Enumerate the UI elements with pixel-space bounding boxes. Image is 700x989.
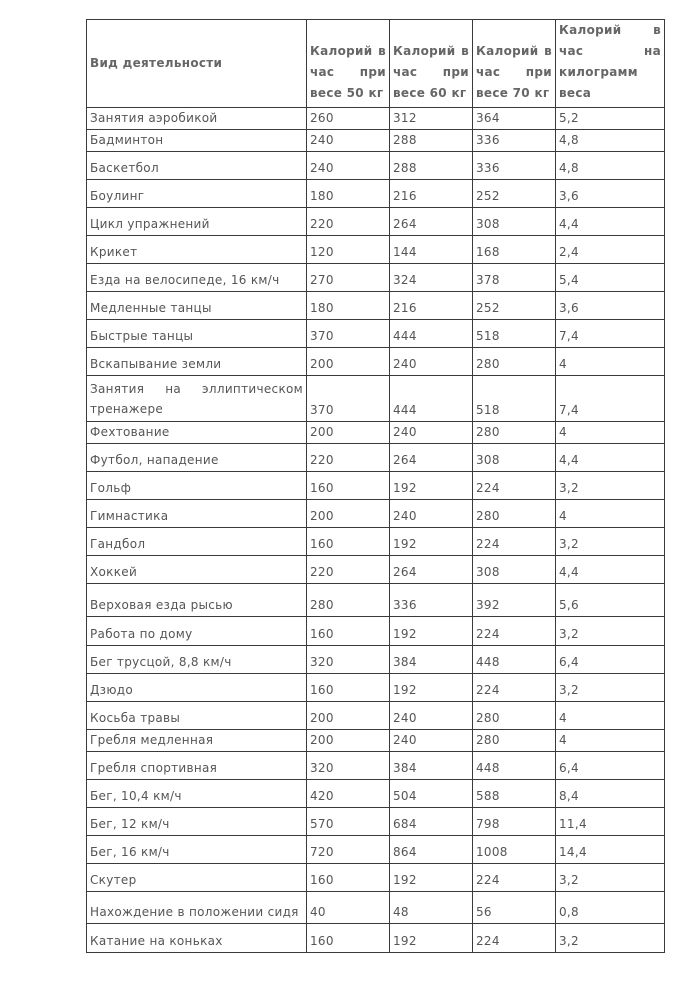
- calories-per-kg-cell: 5,6: [556, 584, 665, 617]
- table-row: [87, 646, 665, 674]
- calories-50kg-cell: 160: [307, 924, 390, 953]
- calories-50kg-cell: 200: [307, 422, 390, 444]
- table-row: [87, 617, 665, 646]
- calories-70kg-cell: 280: [473, 500, 556, 528]
- calories-50kg-cell: 240: [307, 152, 390, 180]
- activity-cell: Бег, 12 км/ч: [87, 808, 307, 836]
- calories-50kg-cell: 200: [307, 500, 390, 528]
- calories-per-kg-cell: 7,4: [556, 320, 665, 348]
- calories-70kg-cell: 448: [473, 752, 556, 780]
- header-activity: Вид деятельности: [87, 20, 307, 108]
- calories-50kg-cell: 160: [307, 472, 390, 500]
- calories-70kg-cell: 280: [473, 422, 556, 444]
- table-row: [87, 836, 665, 864]
- calories-per-kg-cell: 6,4: [556, 646, 665, 674]
- calories-70kg-cell: 308: [473, 208, 556, 236]
- calories-per-kg-cell: 4: [556, 348, 665, 376]
- activity-cell: Бег, 10,4 км/ч: [87, 780, 307, 808]
- calories-60kg-cell: 312: [390, 108, 473, 130]
- header-calories-per-kg: Калорий в час на килограмм веса: [556, 20, 665, 108]
- calories-50kg-cell: 320: [307, 752, 390, 780]
- calories-50kg-cell: 120: [307, 236, 390, 264]
- calories-50kg-cell: 220: [307, 556, 390, 584]
- calories-50kg-cell: 370: [307, 376, 390, 422]
- table-header-row: [87, 20, 665, 108]
- calories-70kg-cell: 280: [473, 348, 556, 376]
- calories-60kg-cell: 240: [390, 348, 473, 376]
- calories-70kg-cell: 336: [473, 130, 556, 152]
- table-row: [87, 208, 665, 236]
- calories-per-kg-cell: 3,2: [556, 674, 665, 702]
- calories-per-kg-cell: 3,2: [556, 617, 665, 646]
- calories-70kg-cell: 224: [473, 528, 556, 556]
- activity-cell: Езда на велосипеде, 16 км/ч: [87, 264, 307, 292]
- calories-50kg-cell: 180: [307, 292, 390, 320]
- activity-cell: Фехтование: [87, 422, 307, 444]
- calories-60kg-cell: 192: [390, 617, 473, 646]
- activity-cell: Бадминтон: [87, 130, 307, 152]
- calories-70kg-cell: 224: [473, 924, 556, 953]
- calories-per-kg-cell: 3,6: [556, 292, 665, 320]
- activity-cell: Крикет: [87, 236, 307, 264]
- table-row: [87, 422, 665, 444]
- calories-50kg-cell: 220: [307, 208, 390, 236]
- calories-60kg-cell: 684: [390, 808, 473, 836]
- calories-60kg-cell: 384: [390, 646, 473, 674]
- calories-60kg-cell: 504: [390, 780, 473, 808]
- calories-60kg-cell: 192: [390, 472, 473, 500]
- calories-50kg-cell: 260: [307, 108, 390, 130]
- calories-per-kg-cell: 3,2: [556, 528, 665, 556]
- calories-per-kg-cell: 4,8: [556, 152, 665, 180]
- activity-cell: Гольф: [87, 472, 307, 500]
- calories-per-kg-cell: 5,4: [556, 264, 665, 292]
- calories-per-kg-cell: 0,8: [556, 892, 665, 924]
- header-calories-70kg: Калорий в час при весе 70 кг: [473, 20, 556, 108]
- calorie-table: [86, 19, 665, 953]
- calories-per-kg-cell: 4: [556, 702, 665, 730]
- calories-50kg-cell: 200: [307, 730, 390, 752]
- calories-60kg-cell: 192: [390, 674, 473, 702]
- calories-60kg-cell: 240: [390, 702, 473, 730]
- calories-70kg-cell: 224: [473, 674, 556, 702]
- calories-70kg-cell: 1008: [473, 836, 556, 864]
- calories-70kg-cell: 224: [473, 864, 556, 892]
- calories-70kg-cell: 280: [473, 730, 556, 752]
- calories-per-kg-cell: 7,4: [556, 376, 665, 422]
- calories-50kg-cell: 200: [307, 702, 390, 730]
- calories-per-kg-cell: 4,4: [556, 208, 665, 236]
- calories-70kg-cell: 588: [473, 780, 556, 808]
- calories-per-kg-cell: 11,4: [556, 808, 665, 836]
- table-row: [87, 444, 665, 472]
- activity-cell: Бег, 16 км/ч: [87, 836, 307, 864]
- calories-60kg-cell: 216: [390, 180, 473, 208]
- calories-50kg-cell: 40: [307, 892, 390, 924]
- calories-70kg-cell: 336: [473, 152, 556, 180]
- calories-70kg-cell: 224: [473, 472, 556, 500]
- calories-50kg-cell: 160: [307, 528, 390, 556]
- activity-cell: Гребля медленная: [87, 730, 307, 752]
- activity-cell: Хоккей: [87, 556, 307, 584]
- calories-per-kg-cell: 6,4: [556, 752, 665, 780]
- activity-cell: Косьба травы: [87, 702, 307, 730]
- activity-cell: Цикл упражнений: [87, 208, 307, 236]
- calories-70kg-cell: 518: [473, 376, 556, 422]
- calories-70kg-cell: 392: [473, 584, 556, 617]
- activity-cell: Гандбол: [87, 528, 307, 556]
- calories-60kg-cell: 264: [390, 556, 473, 584]
- calories-60kg-cell: 144: [390, 236, 473, 264]
- calories-60kg-cell: 288: [390, 130, 473, 152]
- calories-50kg-cell: 160: [307, 617, 390, 646]
- calories-50kg-cell: 320: [307, 646, 390, 674]
- calories-60kg-cell: 240: [390, 730, 473, 752]
- calories-60kg-cell: 48: [390, 892, 473, 924]
- table-row: [87, 152, 665, 180]
- calories-70kg-cell: 378: [473, 264, 556, 292]
- table-row: [87, 702, 665, 730]
- table-row: [87, 864, 665, 892]
- activity-cell: Работа по дому: [87, 617, 307, 646]
- header-calories-50kg: Калорий в час при весе 50 кг: [307, 20, 390, 108]
- calories-per-kg-cell: 3,2: [556, 864, 665, 892]
- calories-60kg-cell: 384: [390, 752, 473, 780]
- table-row: [87, 500, 665, 528]
- table-row: [87, 236, 665, 264]
- calories-70kg-cell: 56: [473, 892, 556, 924]
- calories-50kg-cell: 180: [307, 180, 390, 208]
- calories-50kg-cell: 220: [307, 444, 390, 472]
- table-row: [87, 924, 665, 953]
- table-row: [87, 892, 665, 924]
- activity-cell: Гимнастика: [87, 500, 307, 528]
- calories-50kg-cell: 280: [307, 584, 390, 617]
- calories-per-kg-cell: 4: [556, 422, 665, 444]
- activity-cell: Футбол, нападение: [87, 444, 307, 472]
- activity-cell: Медленные танцы: [87, 292, 307, 320]
- calories-60kg-cell: 240: [390, 500, 473, 528]
- table-row: [87, 584, 665, 617]
- calories-60kg-cell: 240: [390, 422, 473, 444]
- calories-per-kg-cell: 4,4: [556, 444, 665, 472]
- calories-60kg-cell: 864: [390, 836, 473, 864]
- calories-per-kg-cell: 3,6: [556, 180, 665, 208]
- table-row: [87, 108, 665, 130]
- table-row: [87, 528, 665, 556]
- header-calories-60kg: Калорий в час при весе 60 кг: [390, 20, 473, 108]
- calories-60kg-cell: 324: [390, 264, 473, 292]
- calories-60kg-cell: 192: [390, 864, 473, 892]
- activity-cell: Баскетбол: [87, 152, 307, 180]
- table-row: [87, 780, 665, 808]
- activity-cell: Бег трусцой, 8,8 км/ч: [87, 646, 307, 674]
- table-row: [87, 264, 665, 292]
- table-row: [87, 674, 665, 702]
- calories-50kg-cell: 160: [307, 864, 390, 892]
- activity-cell: Быстрые танцы: [87, 320, 307, 348]
- calories-per-kg-cell: 3,2: [556, 472, 665, 500]
- calories-70kg-cell: 308: [473, 444, 556, 472]
- calories-60kg-cell: 216: [390, 292, 473, 320]
- calories-60kg-cell: 192: [390, 528, 473, 556]
- calories-50kg-cell: 370: [307, 320, 390, 348]
- calories-50kg-cell: 420: [307, 780, 390, 808]
- activity-cell: Верховая езда рысью: [87, 584, 307, 617]
- calories-70kg-cell: 798: [473, 808, 556, 836]
- activity-cell: Занятия на эллиптическом тренажере: [87, 376, 307, 422]
- calories-70kg-cell: 168: [473, 236, 556, 264]
- table-body: [87, 108, 665, 953]
- calories-per-kg-cell: 4: [556, 500, 665, 528]
- calories-70kg-cell: 308: [473, 556, 556, 584]
- calories-per-kg-cell: 3,2: [556, 924, 665, 953]
- calories-70kg-cell: 364: [473, 108, 556, 130]
- calories-60kg-cell: 288: [390, 152, 473, 180]
- table-row: [87, 292, 665, 320]
- calories-per-kg-cell: 2,4: [556, 236, 665, 264]
- calories-60kg-cell: 444: [390, 376, 473, 422]
- calories-60kg-cell: 444: [390, 320, 473, 348]
- table-row: [87, 376, 665, 422]
- activity-cell: Боулинг: [87, 180, 307, 208]
- calories-70kg-cell: 224: [473, 617, 556, 646]
- calories-per-kg-cell: 4: [556, 730, 665, 752]
- calories-50kg-cell: 570: [307, 808, 390, 836]
- activity-cell: Катание на коньках: [87, 924, 307, 953]
- calories-per-kg-cell: 5,2: [556, 108, 665, 130]
- calories-50kg-cell: 240: [307, 130, 390, 152]
- activity-cell: Нахождение в положении сидя: [87, 892, 307, 924]
- calories-70kg-cell: 518: [473, 320, 556, 348]
- calories-70kg-cell: 252: [473, 292, 556, 320]
- table-row: [87, 730, 665, 752]
- calories-70kg-cell: 280: [473, 702, 556, 730]
- activity-cell: Дзюдо: [87, 674, 307, 702]
- activity-cell: Вскапывание земли: [87, 348, 307, 376]
- calories-70kg-cell: 252: [473, 180, 556, 208]
- calories-per-kg-cell: 14,4: [556, 836, 665, 864]
- calories-60kg-cell: 264: [390, 444, 473, 472]
- activity-cell: Занятия аэробикой: [87, 108, 307, 130]
- calories-per-kg-cell: 8,4: [556, 780, 665, 808]
- activity-cell: Гребля спортивная: [87, 752, 307, 780]
- table-row: [87, 556, 665, 584]
- table-row: [87, 320, 665, 348]
- calories-50kg-cell: 160: [307, 674, 390, 702]
- calories-60kg-cell: 192: [390, 924, 473, 953]
- table-row: [87, 472, 665, 500]
- table-row: [87, 180, 665, 208]
- table-row: [87, 808, 665, 836]
- table-row: [87, 130, 665, 152]
- activity-cell: Скутер: [87, 864, 307, 892]
- calories-per-kg-cell: 4,4: [556, 556, 665, 584]
- calories-50kg-cell: 270: [307, 264, 390, 292]
- calories-50kg-cell: 200: [307, 348, 390, 376]
- calories-70kg-cell: 448: [473, 646, 556, 674]
- calories-per-kg-cell: 4,8: [556, 130, 665, 152]
- table-row: [87, 348, 665, 376]
- calories-50kg-cell: 720: [307, 836, 390, 864]
- calories-60kg-cell: 264: [390, 208, 473, 236]
- table-row: [87, 752, 665, 780]
- calories-60kg-cell: 336: [390, 584, 473, 617]
